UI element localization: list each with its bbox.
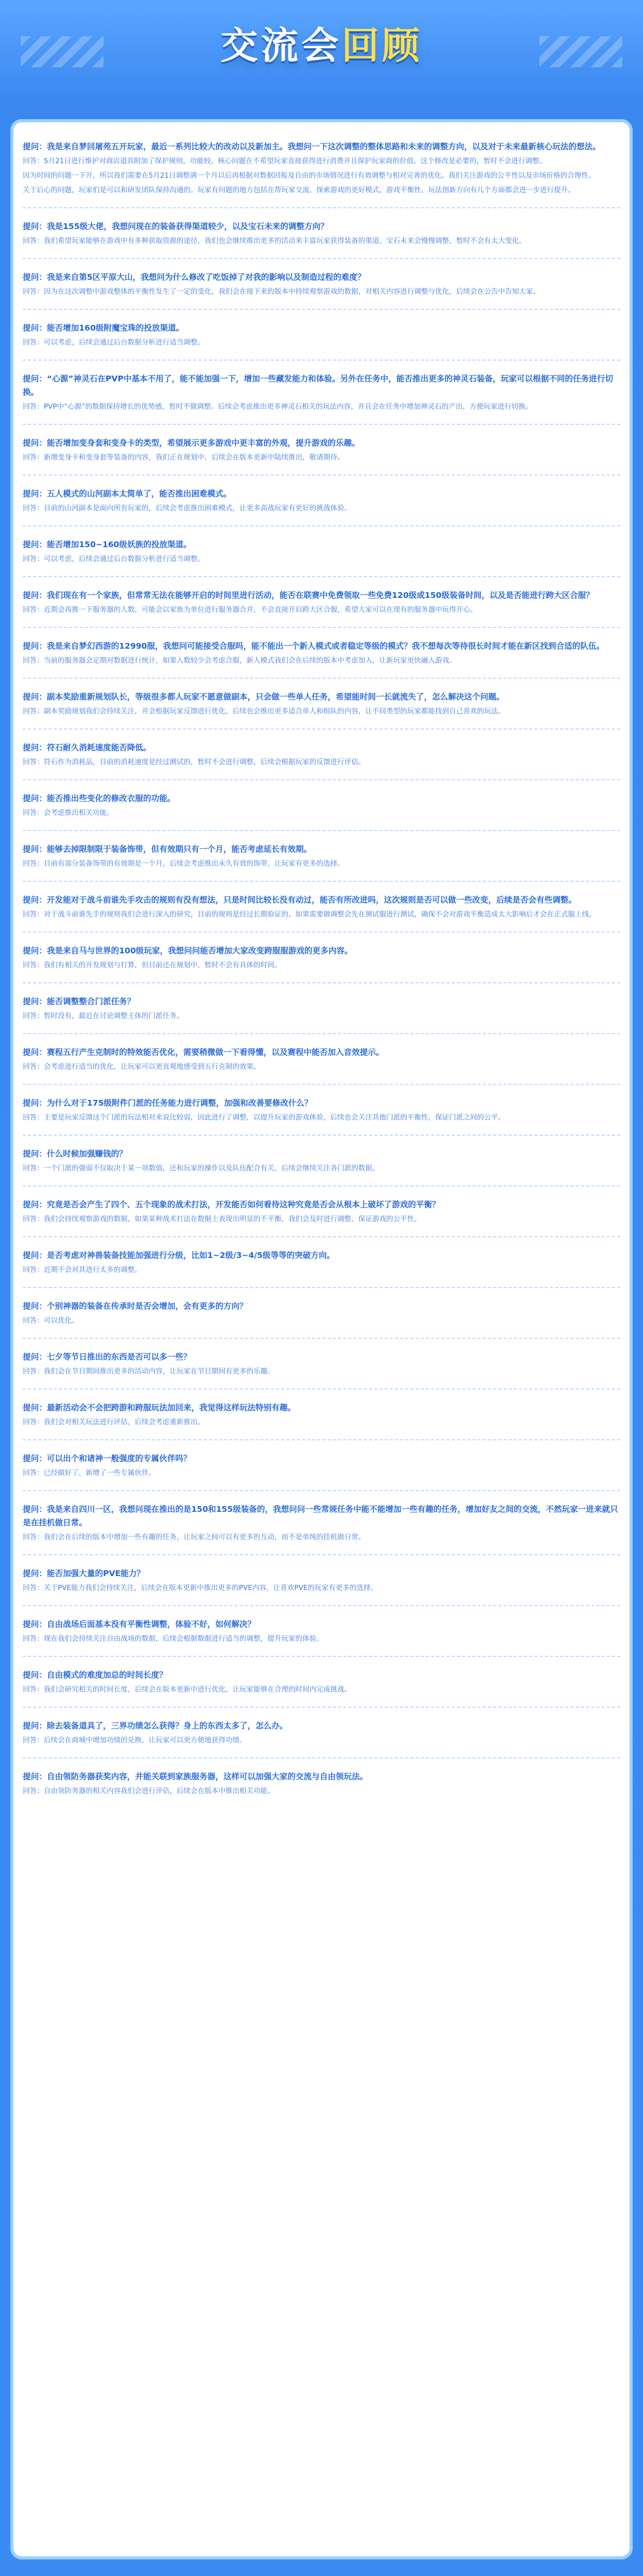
answer-text: 回答：对于战斗前谁先手的规则我们会进行深入的研究，目前的规则是经过长期验证的，如果需要做调整会先在测试服进行测试，确保不会对游戏平衡造成太大影响后才会在正式服上线。 <box>23 910 596 919</box>
answer-text: 回答：副本奖励规划我们会持续关注，并会根据玩家反馈进行优化，后续也会推出更多适合单人和组队的内容，让不同类型的玩家都能找到自己喜欢的玩法。 <box>23 707 505 715</box>
qa-item <box>23 1770 620 1797</box>
question-text: 提问：能否推出些变化的修改衣服的功能。 <box>23 794 176 803</box>
question-text: 提问：我们现在有一个家族，但常常无法在能够开启的时间里进行活动，能否在联赛中免费领取一些免费120级或150级装备时间，以及是否能进行跨大区合服？ <box>23 591 594 600</box>
answer-block <box>23 1366 620 1377</box>
question-text: 提问：能够去掉限制限于装备饰带，但有效期只有一个月，能否考虑延长有效期。 <box>23 845 312 854</box>
answer-text: 回答：PVP中“心源”的数据保持增长的优势感，暂时不做调整。后续会考虑推出更多神灵石相关的玩法内容，并且会在任务中增加神灵石的产出，方便玩家进行切换。 <box>23 403 533 411</box>
dashed-divider <box>23 1757 620 1758</box>
answer-text: 回答：目前有部分装备饰带的有效期是一个月，后续会考虑推出永久有效的饰带，让玩家有更多的选择。 <box>23 860 344 868</box>
question-text: 提问：我是来自梦幻西游的12990服，我想问可能接受合服吗，能不能出一个新人模式或者稳定等级的模式？我不想每次等待很长时间才能在新区找到合适的队伍。 <box>23 641 605 651</box>
question-text: 提问：什么时候加强赚钱的？ <box>23 1149 127 1158</box>
dashed-divider <box>23 424 620 425</box>
qa-item <box>23 1618 620 1644</box>
answer-block <box>23 1112 620 1123</box>
dashed-divider <box>23 1033 620 1034</box>
qa-card <box>10 119 633 2559</box>
answer-block <box>23 1061 620 1072</box>
dashed-divider <box>23 1185 620 1186</box>
answer-block <box>23 858 620 869</box>
answer-text: 回答：我们会在节日期间推出更多的活动内容，让玩家在节日期间有更多的乐趣。 <box>23 1367 274 1376</box>
answer-block <box>23 503 620 514</box>
answer-block <box>23 1735 620 1746</box>
qa-item <box>23 1401 620 1428</box>
dashed-divider <box>23 830 620 831</box>
qa-item <box>23 1198 620 1225</box>
dashed-divider <box>23 1554 620 1555</box>
dashed-divider <box>23 576 620 577</box>
answer-text: 回答：一个门派的强弱不仅取决于某一项数值，还和玩家的操作以及队伍配合有关，后续会继续关注各门派的数据。 <box>23 1164 379 1172</box>
qa-item <box>23 538 620 565</box>
answer-block <box>23 1532 620 1543</box>
answer-text: 回答：后续会在商城中增加功绩的兑换，让玩家可以更方便地获得功绩。 <box>23 1736 246 1744</box>
dashed-divider <box>23 258 620 259</box>
answer-block <box>23 286 620 297</box>
question-text: 提问：五人模式的山河副本太简单了，能否推出困难模式。 <box>23 489 232 498</box>
answer-text: 回答：当前的服务器会定期对数据进行统计，如果人数较少会考虑合服，新人模式我们会在后续的版本中考虑加入，让新玩家更快融入游戏。 <box>23 656 456 665</box>
answer-text: 回答：符石作为消耗品，目前的消耗速度是经过测试的，暂时不会进行调整，后续会根据玩家的反馈进行评估。 <box>23 758 366 766</box>
question-text: 提问：能否调整整合门派任务？ <box>23 997 136 1006</box>
question-text: 提问：符石耐久消耗速度能否降低。 <box>23 743 152 752</box>
qa-item <box>23 487 620 514</box>
question-text: 提问：可以出个和诸神一般强度的专属伙伴吗？ <box>23 1454 192 1463</box>
qa-item <box>23 589 620 616</box>
question-text: 提问：能否加强大量的PVE能力？ <box>23 1569 145 1578</box>
answer-block <box>23 706 620 717</box>
answer-text: 回答：会考虑进行适当的优化，让玩家可以更直观地感受到五行克制的效果。 <box>23 1063 260 1071</box>
question-text: 提问：我是来自第5区平原大山，我想问为什么修改了吃饭掉了对我的影响以及制造过程的难度？ <box>23 273 366 282</box>
dashed-divider <box>23 475 620 476</box>
dashed-divider <box>23 881 620 882</box>
question-text: 提问：为什么对于175级附件门派的任务能力进行调整，加强和改善要修改什么？ <box>23 1098 313 1108</box>
qa-item <box>23 140 620 196</box>
answer-text: 回答：我们会研究相关的时间长度，后续会在版本更新中进行优化，让玩家能够在合理的时间内完成挑战。 <box>23 1685 352 1694</box>
question-text: 提问：开发能对于战斗前谁先手攻击的规则有没有想法，只是时间比较长没有动过，能否有所改进吗，这次规则是否可以做一些改变，后续是否会有些调整。 <box>23 895 577 905</box>
dashed-divider <box>23 728 620 729</box>
dashed-divider <box>23 1287 620 1288</box>
question-text: 提问：自由战场后面基本没有平衡性调整，体验不好，如何解决？ <box>23 1620 256 1629</box>
qa-item <box>23 372 620 412</box>
qa-item <box>23 1096 620 1123</box>
answer-text: 回答：自由领防务器的相关内容我们会进行评估，后续会在版本中推出相关功能。 <box>23 1787 274 1795</box>
qa-item <box>23 1350 620 1377</box>
answer-block <box>23 604 620 616</box>
answer-text: 回答：暂时没有，最近在讨论调整主体的门派任务。 <box>23 1012 184 1020</box>
answer-block <box>23 1163 620 1174</box>
dashed-divider <box>23 779 620 780</box>
dashed-divider <box>23 1135 620 1136</box>
dashed-divider <box>23 207 620 208</box>
dashed-divider <box>23 1490 620 1491</box>
answer-block <box>23 337 620 348</box>
answer-block <box>23 909 620 920</box>
dashed-divider <box>23 309 620 310</box>
dashed-divider <box>23 932 620 933</box>
header-banner <box>0 0 643 119</box>
question-text: 提问：能否增加160级附魔宝珠的投放渠道。 <box>23 323 184 333</box>
qa-item <box>23 1668 620 1695</box>
answer-block <box>23 155 620 196</box>
question-text: 提问：我是来自梦回屠苑五开玩家，最近一系列比较大的改动以及新加主。我想问一下这次调整的整体思路和未来的调整方向，以及对于未来最新核心玩法的想法。 <box>23 142 601 151</box>
answer-block <box>23 1785 620 1797</box>
answer-text: 回答：可以考虑，后续会通过后台数据分析进行适当调整。 <box>23 555 204 563</box>
answer-block <box>23 1416 620 1428</box>
answer-text: 关于后心的问题，玩家们是可以和研发团队保持沟通的。玩家有问题的地方包括在帮玩家交流、探索游戏的更好模式，游戏平衡性、玩法创新方向有几个方面都会进一步进行提升。 <box>23 186 575 194</box>
answer-block <box>23 553 620 565</box>
answer-block <box>23 960 620 971</box>
qa-item <box>23 220 620 247</box>
question-text: 提问：我是来自四川一区，我想问现在推出的是150和155级装备的，我想问问一些常规任务中能不能增加一些有趣的任务，增加好友之间的交流，不然玩家一进来就只是在挂机做日常。 <box>23 1505 618 1527</box>
answer-text: 回答：我们希望玩家能够在游戏中有多种获取资源的途径，我们也会继续推出更多的活动来丰富玩家获得装备的渠道，宝石未来会慢慢调整，暂时不会有太大变化。 <box>23 237 526 245</box>
dashed-divider <box>23 627 620 628</box>
answer-text: 回答：我们会持续观察游戏的数据，如果某种战术打法在数据上表现出明显的不平衡，我们会及时进行调整，保证游戏的公平性。 <box>23 1215 421 1223</box>
dashed-divider <box>23 982 620 983</box>
answer-text: 回答：5月21日进行维护对商店道具附加了保护规则，功能较、核心问题在不希望玩家直接获得进行消费并且保护玩家商的价值。这个修改是必要的，暂时不会进行调整。 <box>23 157 547 165</box>
qa-item <box>23 995 620 1022</box>
answer-text: 回答：近期会再推一下服务器的人数，可能会以家族为单位进行服务器合并，不会直接开启跨大区合服，希望大家可以在现有的服务器中玩得开心。 <box>23 606 477 614</box>
question-text: 提问：七夕等节日推出的东西是否可以多一些？ <box>23 1352 192 1362</box>
question-text: 提问：我是155级大佬，我想问现在的装备获得渠道较少，以及宝石未来的调整方向？ <box>23 222 329 231</box>
qa-list <box>23 140 620 1797</box>
dashed-divider <box>23 1707 620 1708</box>
answer-text: 回答：近期不会对其进行太多的调整。 <box>23 1266 142 1274</box>
dashed-divider <box>23 525 620 526</box>
qa-item <box>23 270 620 297</box>
question-text: 提问：我是来自马与世界的100级玩家，我想问问能否增加大家改变跨服服游戏的更多内容。 <box>23 946 353 955</box>
qa-item <box>23 893 620 920</box>
qa-item <box>23 741 620 768</box>
answer-block <box>23 452 620 463</box>
answer-block <box>23 1467 620 1479</box>
question-text: 提问：是否考虑对神兽装备技能加强进行分级，比如1~2级/3~4/5级等等的突破方向。 <box>23 1251 335 1260</box>
page-title <box>0 16 643 69</box>
answer-block <box>23 401 620 412</box>
question-text: 提问：能否增加变身套和变身卡的类型，希望展示更多游戏中更丰富的外观，提升游戏的乐趣。 <box>23 438 360 448</box>
dashed-divider <box>23 678 620 679</box>
answer-text: 回答：我们会在后续的版本中增加一些有趣的任务，让玩家之间可以有更多的互动，而不是单纯的挂机做日常。 <box>23 1533 366 1541</box>
dashed-divider <box>23 1236 620 1237</box>
qa-item <box>23 321 620 348</box>
answer-block <box>23 1213 620 1225</box>
dashed-divider <box>23 1084 620 1085</box>
question-text: 提问：能否增加150~160级妖族的投放渠道。 <box>23 540 192 549</box>
answer-block <box>23 756 620 768</box>
question-text: 提问：最新活动会不会把跨游和跨服玩法加回来，我觉得这样玩法特别有趣。 <box>23 1403 296 1412</box>
question-text: 提问：个别神器的装备在传承时是否会增加，会有更多的方向？ <box>23 1301 248 1311</box>
dashed-divider <box>23 1389 620 1390</box>
qa-item <box>23 1452 620 1479</box>
answer-block <box>23 807 620 819</box>
answer-text: 回答：目前的山河副本是面向所有玩家的，后续会考虑推出困难模式，让更多高战玩家有更好的挑战体验。 <box>23 504 352 512</box>
question-text: 提问：副本奖励重新规划队长，等级很多都人玩家不愿意做副本，只会做一些单人任务，希望能时间一长就流失了，怎么解决这个问题。 <box>23 692 505 702</box>
question-text: 提问：究竟是否会产生了四个、五个现象的战术打法，开发能否如何看待这种究竟是否会从根本上破坏了游戏的平衡？ <box>23 1200 441 1209</box>
dashed-divider <box>23 1338 620 1339</box>
question-text: 提问：除去装备道具了，三界功绩怎么获得？身上的东西太多了，怎么办。 <box>23 1721 288 1730</box>
answer-text: 回答：新增变身卡和变身套等装备的内容，我们正在规划中，后续会在版本更新中陆续推出，敬请期待。 <box>23 453 344 462</box>
question-text: 提问：“心源”神灵石在PVP中基本不用了，能不能加强一下，增加一些藏发能力和体验。另外在任务中，能否推出更多的神灵石装备，玩家可以根据不同的任务进行切换。 <box>23 374 613 397</box>
answer-block <box>23 655 620 666</box>
answer-block <box>23 235 620 247</box>
page-title-part1: 交流会 <box>220 24 342 67</box>
answer-text: 回答：会考虑推出相关功能。 <box>23 809 114 817</box>
qa-item <box>23 1046 620 1072</box>
qa-item <box>23 1249 620 1276</box>
answer-block <box>23 1684 620 1695</box>
qa-item <box>23 1719 620 1746</box>
answer-text: 回答：可以优化。 <box>23 1316 79 1325</box>
qa-item <box>23 436 620 463</box>
dashed-divider <box>23 360 620 361</box>
qa-item <box>23 1147 620 1174</box>
page-title-part2: 回顾 <box>342 24 423 67</box>
qa-item <box>23 792 620 819</box>
dashed-divider <box>23 1439 620 1440</box>
question-text: 提问：自由模式的难度加总的时间长度？ <box>23 1670 168 1680</box>
answer-text: 回答：主要是玩家反馈这个门派的玩法相对来说比较弱，因此进行了调整，以提升玩家的游戏体验，后续也会关注其他门派的平衡性，保证门派之间的公平。 <box>23 1113 505 1122</box>
question-text: 提问：赛程五行产生克制时的特效能否优化，需要稍微做一下看得懂，以及赛程中能否加入音效提示。 <box>23 1048 384 1057</box>
answer-text: 回答：我们会对相关玩法进行评估，后续会考虑重新推出。 <box>23 1418 204 1426</box>
answer-block <box>23 1010 620 1022</box>
footer-bar <box>0 2559 643 2576</box>
dashed-divider <box>23 1656 620 1657</box>
answer-text: 回答：可以考虑，后续会通过后台数据分析进行适当调整。 <box>23 338 204 347</box>
qa-item <box>23 1567 620 1594</box>
answer-block <box>23 1264 620 1276</box>
qa-item <box>23 1299 620 1326</box>
question-text: 提问：自由领防务器获奖内容，并能关联到家族服务器，这样可以加强大家的交流与自由领玩法。 <box>23 1772 368 1781</box>
answer-text: 回答：已经做好了，新增了一些专属伙伴。 <box>23 1469 156 1477</box>
answer-text: 回答：因为在这次调整中游戏整体的平衡性发生了一定的变化，我们会在接下来的版本中持续观察游戏的数据，对相关内容进行调整与优化，后续会在公告中告知大家。 <box>23 288 540 296</box>
answer-text: 回答：关于PVE能力我们会持续关注，后续会在版本更新中推出更多的PVE内容，让喜欢PVE的玩家有更多的选择。 <box>23 1584 378 1592</box>
qa-item <box>23 639 620 666</box>
qa-item <box>23 842 620 869</box>
answer-block <box>23 1633 620 1644</box>
dashed-divider <box>23 1605 620 1606</box>
answer-block <box>23 1315 620 1326</box>
answer-text: 回答：现在我们会持续关注自由战场的数据，后续会根据数据进行适当的调整，提升玩家的体验。 <box>23 1635 324 1643</box>
answer-block <box>23 1582 620 1594</box>
answer-text: 因为时间的问题一下开，所以我们需要在5月21日调整满一个月以后再根据对数据回报及自由的市场情况进行有效调整与相对完善的优化。我们关注游戏的公平性以及市场价格的合理性。 <box>23 171 595 180</box>
qa-item <box>23 1502 620 1543</box>
answer-text: 回答：我们有相关的开发规划与打算，但目前还在规划中，暂时不会有具体的时间。 <box>23 961 282 969</box>
qa-item <box>23 690 620 717</box>
qa-item <box>23 944 620 971</box>
